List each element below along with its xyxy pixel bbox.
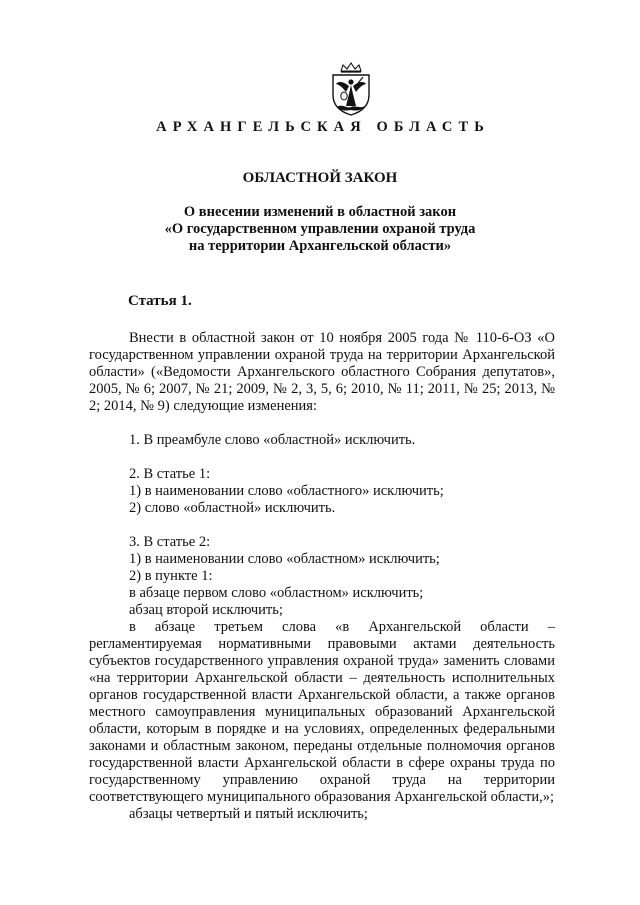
- item-3-sub-2a: в абзаце первом слово «областном» исключить;: [129, 585, 424, 601]
- item-3-sub-2: 2) в пункте 1:: [129, 568, 213, 584]
- article-heading: Статья 1.: [128, 293, 192, 309]
- item-1: 1. В преамбуле слово «областной» исключить.: [129, 432, 416, 448]
- item-3-sub-2c: в абзаце третьем слова «в Архангельской области – регламентируемая нормативными правовыми актами деятельность субъектов государственного управления охраной труда» заменить словами «на территории Архангельской области – деятельность исполнительных органов государственной власти Архангельской области, а также органов местного самоуправления муниципальных образований Архангельской области, которым в порядке и на условиях, определенных федеральными законами и областным законом, переданы отдельные полномочия органов государственной власти Архангельской области в сфере охраны труда по государственному управлению охраной труда на территории соответствующего муниципального образования Архангельской области,»;: [89, 619, 555, 805]
- article-body: [89, 330, 555, 823]
- region-name: АРХАНГЕЛЬСКАЯ ОБЛАСТЬ: [156, 119, 490, 135]
- item-3-sub-1: 1) в наименовании слово «областном» исключить;: [129, 551, 440, 567]
- item-2-sub-2: 2) слово «областной» исключить.: [129, 500, 336, 516]
- item-2-title: 2. В статье 1:: [129, 466, 211, 482]
- law-type: ОБЛАСТНОЙ ЗАКОН: [242, 170, 398, 186]
- law-title: [0, 204, 640, 255]
- law-title-line: О внесении изменений в областной закон: [183, 204, 457, 220]
- item-3-sub-2b: абзац второй исключить;: [129, 602, 283, 618]
- item-3-sub-2d: абзацы четвертый и пятый исключить;: [129, 806, 368, 822]
- intro-paragraph: Внести в областной закон от 10 ноября 2005 года № 110-6-ОЗ «О государственном управлении охраной труда на территории Архангельской области» («Ведомости Архангельского областного Собрания депутатов», 2005, № 6; 2007, № 21; 2009, № 2, 3, 5, 6; 2010, № 11; 2011, № 25; 2013, № 2; 2014, № 9) следующие изменения:: [89, 330, 555, 414]
- item-3-title: 3. В статье 2:: [129, 534, 211, 550]
- coat-of-arms-icon: [327, 62, 375, 116]
- law-title-line: «О государственном управлении охраной труда: [164, 221, 476, 237]
- law-title-line: на территории Архангельской области»: [188, 238, 452, 254]
- item-2-sub-1: 1) в наименовании слово «областного» исключить;: [129, 483, 444, 499]
